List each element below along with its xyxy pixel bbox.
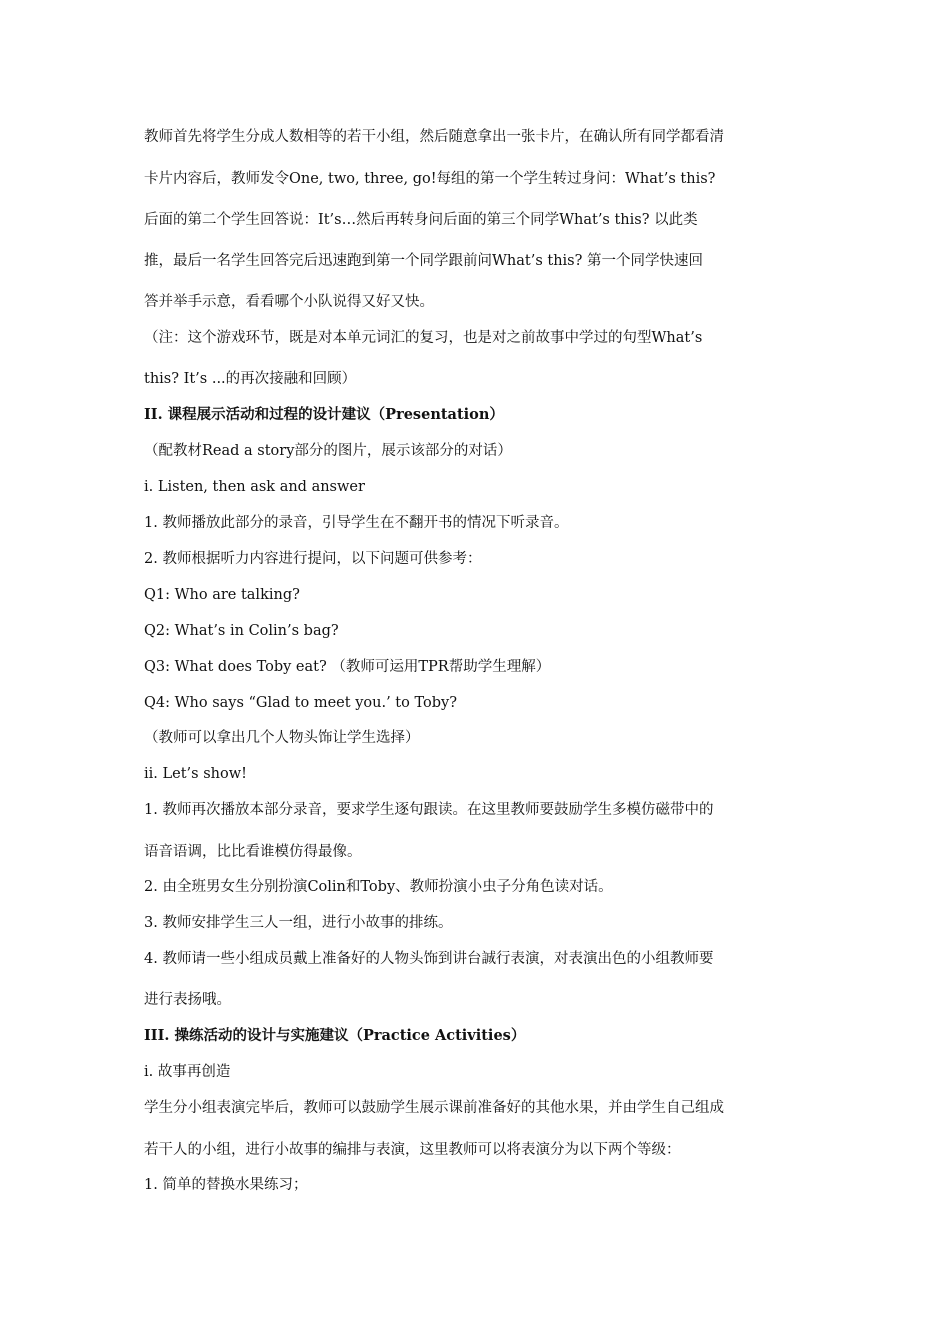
question-line: Q2: What’s in Colin’s bag?	[144, 623, 339, 639]
subsection-heading: i. Listen, then ask and answer	[144, 479, 365, 495]
paragraph-line: （教师可以拿出几个人物头饰让学生选择）	[144, 730, 420, 746]
list-item: 2. 由全班男女生分别扮演Colin和Toby、教师扮演小虫子分角色读对话。	[144, 879, 613, 895]
question-line: Q1: Who are talking?	[144, 587, 300, 603]
section-heading: II. 课程展示活动和过程的设计建议（Presentation）	[144, 406, 504, 423]
paragraph-line: 教师首先将学生分成人数相等的若干小组，然后随意拿出一张卡片，在确认所有同学都看清	[144, 129, 724, 145]
note-line: （注：这个游戏环节，既是对本单元词汇的复习，也是对之前故事中学过的句型What’s	[144, 330, 703, 346]
section-heading: III. 操练活动的设计与实施建议（Practice Activities）	[144, 1027, 526, 1044]
list-item: 1. 教师再次播放本部分录音，要求学生逐句跟读。在这里教师要鼓励学生多模仿磁带中的	[144, 802, 714, 818]
paragraph-line: 学生分小组表演完毕后，教师可以鼓励学生展示课前准备好的其他水果，并由学生自己组成	[144, 1100, 724, 1116]
list-item: 1. 教师播放此部分的录音，引导学生在不翻开书的情况下听录音。	[144, 515, 569, 531]
question-line: Q4: Who says “Glad to meet you.’ to Toby?	[144, 695, 457, 711]
note-line: this? It’s ...的再次接融和回顾）	[144, 371, 357, 387]
list-item: 4. 教师请一些小组成员戴上准备好的人物头饰到讲台誠行表演，对表演出色的小组教师要	[144, 951, 714, 967]
question-line: Q3: What does Toby eat? （教师可运用TPR帮助学生理解）	[144, 659, 551, 675]
list-item: 2. 教师根据听力内容进行提问，以下问题可供参考：	[144, 551, 482, 567]
subsection-heading: ii. Let’s show!	[144, 766, 247, 782]
paragraph-line: （配教材Read a story部分的图片，展示该部分的对话）	[144, 443, 512, 459]
list-item: 3. 教师安排学生三人一组，进行小故事的排练。	[144, 915, 453, 931]
subsection-heading: i. 故事再创造	[144, 1064, 231, 1080]
paragraph-line: 若干人的小组，进行小故事的编排与表演，这里教师可以将表演分为以下两个等级：	[144, 1142, 681, 1158]
paragraph-line: 推，最后一名学生回答完后迅速跑到第一个同学跟前问What’s this? 第一个同学快速回	[144, 253, 703, 269]
paragraph-line: 答并举手示意，看看哪个小队说得又好又快。	[144, 294, 434, 310]
list-item: 1. 简单的替换水果练习；	[144, 1177, 308, 1193]
paragraph-line: 后面的第二个学生回答说：It’s…然后再转身问后面的第三个同学What’s this? 以此类	[144, 212, 698, 228]
list-item: 语音语调，比比看谁模仿得最像。	[144, 844, 362, 860]
paragraph-line: 卡片内容后，教师发令One, two, three, go!每组的第一个学生转过身问：What’s this?	[144, 171, 716, 187]
list-item: 进行表扬哦。	[144, 992, 231, 1008]
